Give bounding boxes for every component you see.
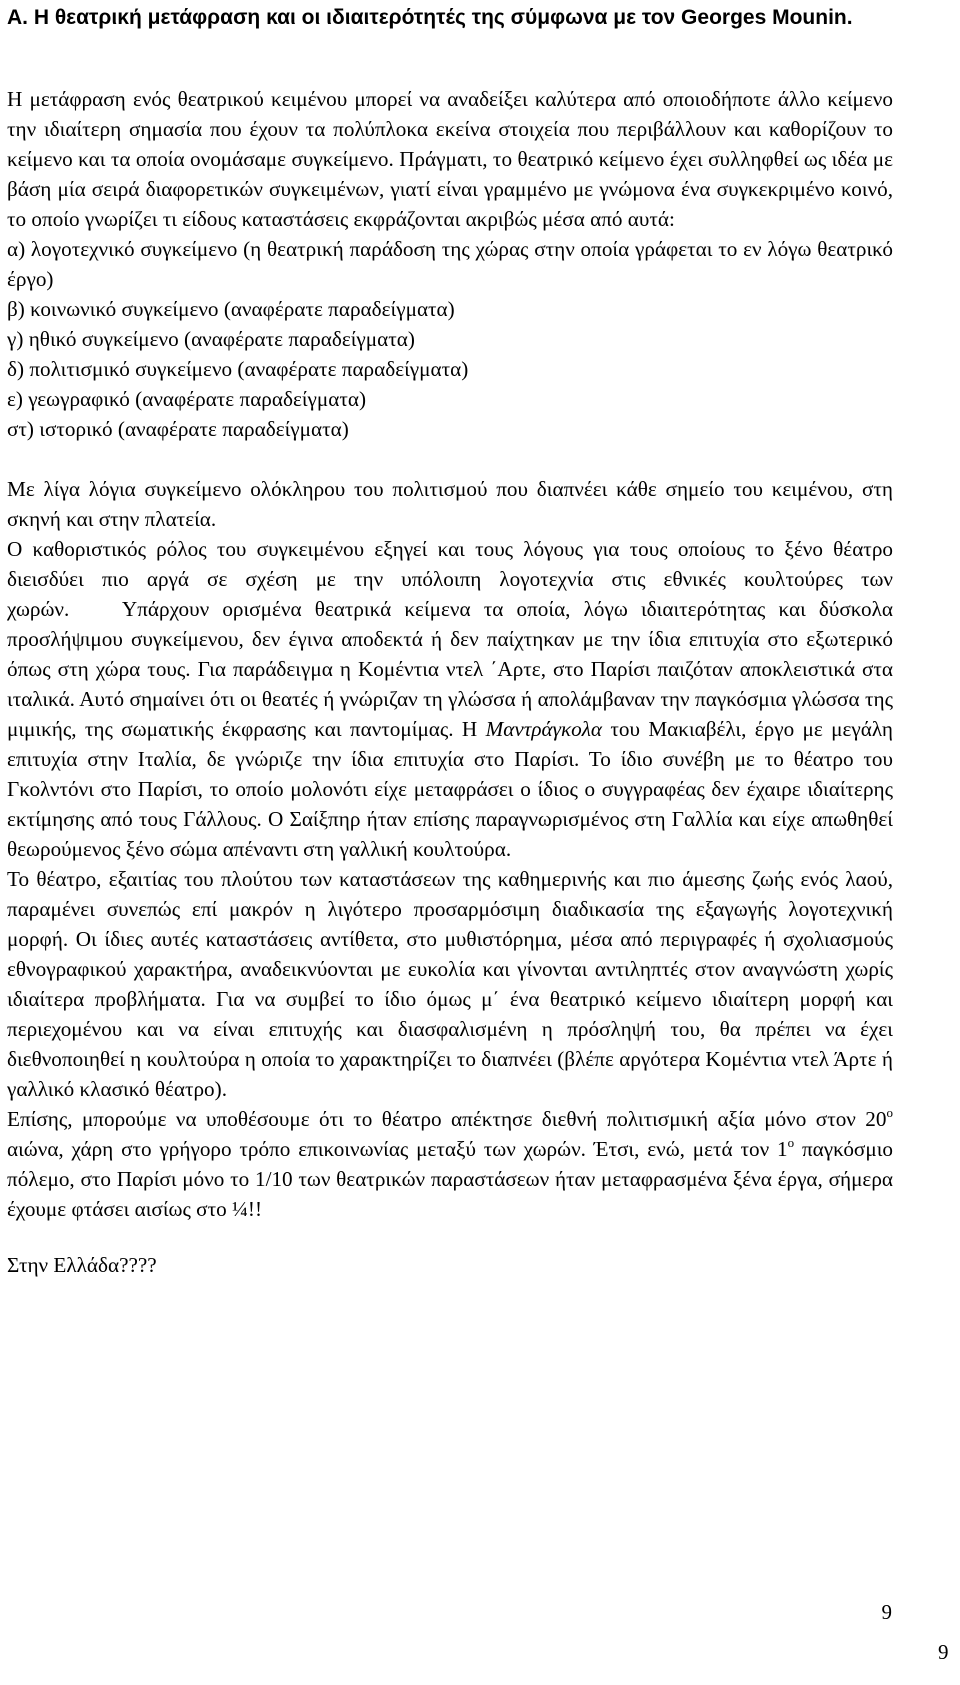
intro-part-2: Πράγματι, το θεατρικό κείμενο έχει συλληφθεί ως ιδέα με βάση μία σειρά διαφορετικών συγκειμένων, γιατί είναι γραμμένο με γνώμονα ένα συγκεκριμένο κοινό, το οποίο γνωρίζει τι είδους καταστάσεις εκφράζονται ακριβώς μέσα από αυτά: [7, 147, 894, 231]
role-paragraph [7, 534, 893, 864]
side-page-number: 9 [938, 1640, 949, 1664]
intl-part-c: παγκόσμιο πόλεμο, στο Παρίσι μόνο το 1/10 των θεατρικών παραστάσεων ήταν μεταφρασμένα ξένα έργα, σήμερα έχουμε φτάσει αισίως στο ¼!! [7, 1137, 893, 1221]
context-item-literary: α) λογοτεχνικό συγκείμενο (η θεατρική παράδοση της χώρας στην οποία γράφεται το εν λόγω θεατρικό έργο) [7, 237, 893, 291]
ordinal-superscript-2: ο [787, 1135, 795, 1150]
intro-paragraph [7, 84, 893, 234]
summary-paragraph: Με λίγα λόγια συγκείμενο ολόκληρου του πολιτισμού που διαπνέει κάθε σημείο του κειμένου, στη σκηνή και στην πλατεία. [7, 477, 893, 531]
intl-part-a: Επίσης, μπορούμε να υποθέσουμε ότι το θέατρο απέκτησε διεθνή πολιτισμική αξία μόνο στον 20 [7, 1107, 887, 1131]
section-heading: Α. Η θεατρική μετάφραση και οι ιδιαιτερότητές της σύμφωνα με τον Georges Mounin. [7, 6, 853, 29]
international-paragraph [7, 1104, 893, 1224]
intro-part-1: Η μετάφραση ενός θεατρικού κειμένου μπορεί να αναδείξει καλύτερα από οποιοδήποτε άλλο κείμενο την ιδιαίτερη σημασία που έχουν τα πολύπλοκα εκείνα στοιχεία που περιβάλλουν και καθορίζουν το κείμενο και τα οποία ονομάσαμε συγκείμενο. [7, 87, 893, 171]
document-body [7, 84, 893, 1280]
context-item-social: β) κοινωνικό συγκείμενο (αναφέρατε παραδείγματα) [7, 297, 455, 321]
role-part-b: Υπάρχουν ορισμένα θεατρικά κείμενα τα οποία, λόγω ιδιαιτερότητας και δύσκολα προσλήψιμου συγκείμενου, δεν έγινα αποδεκτά ή δεν παίχτηκαν με την ίδια επιτυχία στο εξωτερικό όπως στη χώρα τους. Για παράδειγμα η Κομέντια ντελ ΄Αρτε, στο Παρίσι παιζόταν αποκλειστικά στα ιταλικά. Αυτό σημαίνει ότι οι θεατές ή γνώριζαν τη γλώσσα ή απολάμβαναν την παγκόσμια γλώσσα της μιμικής, της σωματικής έκφρασης και παντομίμας. Η [7, 597, 893, 741]
closing-question: Στην Ελλάδα???? [7, 1253, 157, 1277]
ordinal-superscript-1: ο [886, 1105, 893, 1120]
context-item-cultural: δ) πολιτισμικό συγκείμενο (αναφέρατε παραδείγματα) [7, 357, 469, 381]
page-number: 9 [881, 1600, 892, 1624]
context-item-historical: στ) ιστορικό (αναφέρατε παραδείγματα) [7, 417, 349, 441]
play-title: Μαντράγκολα [485, 717, 603, 741]
context-item-ethical: γ) ηθικό συγκείμενο (αναφέρατε παραδείγματα) [7, 327, 415, 351]
role-part-a: Ο καθοριστικός ρόλος του συγκειμένου εξηγεί και τους λόγους για τους οποίους το ξένο θέατρο διεισδύει πιο αργά σε σχέση με την υπόλοιπη λογοτεχνία στις εθνικές κουλτούρες των χωρών. [7, 537, 893, 621]
role-part-c: του Μακιαβέλι, έργο με μεγάλη επιτυχία στην Ιταλία, δε γνώριζε την ίδια επιτυχία στο Παρίσι. Το ίδιο συνέβη με το θέατρο του Γκολντόνι στο Παρίσι, το οποίο μολονότι είχε μεταφράσει ο ίδιος ο συγγραφέας δεν έχαιρε ιδιαίτερης εκτίμησης από τους Γάλλους. Ο Σαίξπηρ ήταν επίσης παραγνωρισμένος στη Γαλλία και είχε απωθηθεί θεωρούμενος ξένο σώμα απέναντι στη γαλλική κουλτούρα. [7, 717, 894, 861]
theatre-paragraph: Το θέατρο, εξαιτίας του πλούτου των καταστάσεων της καθημερινής και πιο άμεσης ζωής ενός λαού, παραμένει συνεπώς επί μακρόν η λιγότερο προσαρμόσιμη διαδικασία της εξαγωγής λογοτεχνική μορφή. Οι ίδιες αυτές καταστάσεις αντίθετα, στο μυθιστόρημα, μέσα από περιγραφές ή σχολιασμούς εθνογραφικού χαρακτήρα, αναδεικνύονται με ευκολία και γίνονται αντιληπτές στον αναγνώστη χωρίς ιδιαίτερα προβλήματα. Για να συμβεί το ίδιο όμως μ΄ ένα θεατρικό κείμενο ιδιαίτερη μορφή και περιεχομένου και να είναι επιτυχής και διασφαλισμένη η πρόσληψή του, θα πρέπει να έχει διεθνοποιηθεί η κουλτούρα η οποία το χαρακτηρίζει το διαπνέει (βλέπε αργότερα Κομέντια ντελ Άρτε ή γαλλικό κλασικό θέατρο). [7, 867, 893, 1101]
intl-part-b: αιώνα, χάρη στο γρήγορο τρόπο επικοινωνίας μεταξύ των χωρών. Έτσι, ενώ, μετά τον 1 [7, 1137, 788, 1161]
context-item-geographic: ε) γεωγραφικό (αναφέρατε παραδείγματα) [7, 387, 367, 411]
